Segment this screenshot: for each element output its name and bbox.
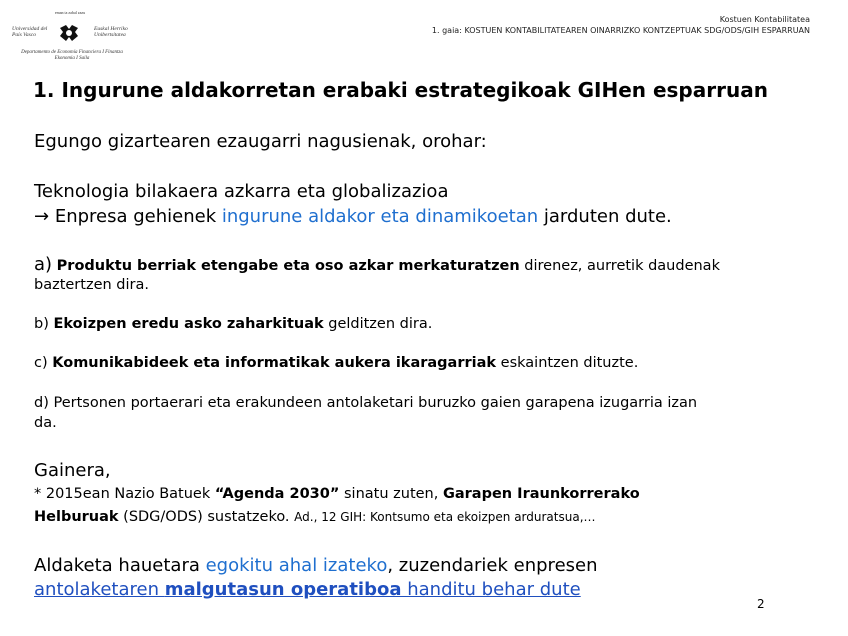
- item-a-line-1: [34, 254, 720, 275]
- logo-name-eu: Euskal Herriko Unibertsitatea: [94, 26, 128, 38]
- sdg-name: Garapen Iraunkorrerako: [442, 486, 640, 502]
- tech-highlight: ingurune aldakor eta dinamikoetan: [221, 206, 539, 227]
- logo-motto: eman ta zabal zazu: [54, 10, 86, 15]
- closing-link-a[interactable]: antolaketaren: [34, 579, 165, 600]
- gainera-line-2: [34, 509, 596, 525]
- gainera-l1-mid: sinatu zuten,: [339, 486, 443, 502]
- closing-link-b[interactable]: handitu behar dute: [401, 579, 581, 600]
- item-c-letter: c): [34, 355, 53, 371]
- item-a-line-2: baztertzen dira.: [34, 277, 149, 293]
- gainera-line-1: [34, 486, 640, 502]
- tech-line-1: Teknologia bilakaera azkarra eta globalizazioa: [34, 181, 449, 202]
- gainera-l1-pre: * 2015ean Nazio Batuek: [34, 486, 215, 502]
- item-b-rest: gelditzen dira.: [323, 316, 433, 332]
- gainera-example: Ad., 12 GIH: Kontsumo eta ekoizpen arduratsua,…: [294, 510, 596, 524]
- item-a-rest: direnez, aurretik daudenak: [519, 258, 720, 274]
- item-c-rest: eskaintzen dituzte.: [496, 355, 639, 371]
- item-d-line-1: d) Pertsonen portaerari eta erakundeen antolaketari buruzko gaien garapena izugarria izan: [34, 395, 698, 411]
- logo-name-es: Universidad del País Vasco: [12, 26, 48, 38]
- item-c-bold: Komunikabideek eta informatikak aukera ikaragarriak: [52, 355, 497, 371]
- item-b-bold: Ekoizpen eredu asko zaharkituak: [53, 316, 324, 332]
- item-c: [34, 355, 638, 371]
- university-logo: [12, 8, 132, 66]
- closing-post: , zuzendariek enpresen: [387, 555, 598, 576]
- page-number: 2: [757, 597, 765, 611]
- item-b-letter: b): [34, 316, 54, 332]
- university-emblem-icon: [58, 22, 80, 44]
- item-b: [34, 316, 432, 332]
- gainera-l2-mid: (SDG/ODS) sustatzeko.: [118, 509, 295, 525]
- item-d-line-2: da.: [34, 415, 57, 431]
- arrow-icon: →: [34, 206, 50, 227]
- closing-pre: Aldaketa hauetara: [34, 555, 206, 576]
- chapter-title: 1. gaia: KOSTUEN KONTABILITATEAREN OINARRIZKO KONTZEPTUAK SDG/ODS/GIH ESPARRUAN: [431, 26, 810, 35]
- gainera-heading: Gainera,: [34, 460, 111, 481]
- closing-blue: egokitu ahal izateko: [205, 555, 388, 576]
- closing-link-bold[interactable]: malgutasun operatiboa: [164, 579, 402, 600]
- intro-text: Egungo gizartearen ezaugarri nagusienak, orohar:: [34, 131, 487, 152]
- tech-post: jarduten dute.: [538, 206, 672, 227]
- agenda-2030: “Agenda 2030”: [214, 486, 340, 502]
- tech-line-2: [34, 206, 672, 227]
- logo-department: Departamento de Economía Financiera I Finantza Ekonomia I Saila: [21, 50, 123, 61]
- helburuak: Helburuak: [34, 509, 119, 525]
- closing-line-1: [34, 555, 598, 576]
- tech-pre: Enpresa gehienek: [49, 206, 222, 227]
- course-title: Kostuen Kontabilitatea: [719, 15, 810, 24]
- item-a-letter: a): [34, 254, 53, 275]
- slide-title: 1. Ingurune aldakorretan erabaki estrategikoak GIHen esparruan: [33, 78, 768, 102]
- item-a-bold: Produktu berriak etengabe eta oso azkar merkaturatzen: [56, 258, 520, 274]
- closing-link[interactable]: [34, 579, 581, 600]
